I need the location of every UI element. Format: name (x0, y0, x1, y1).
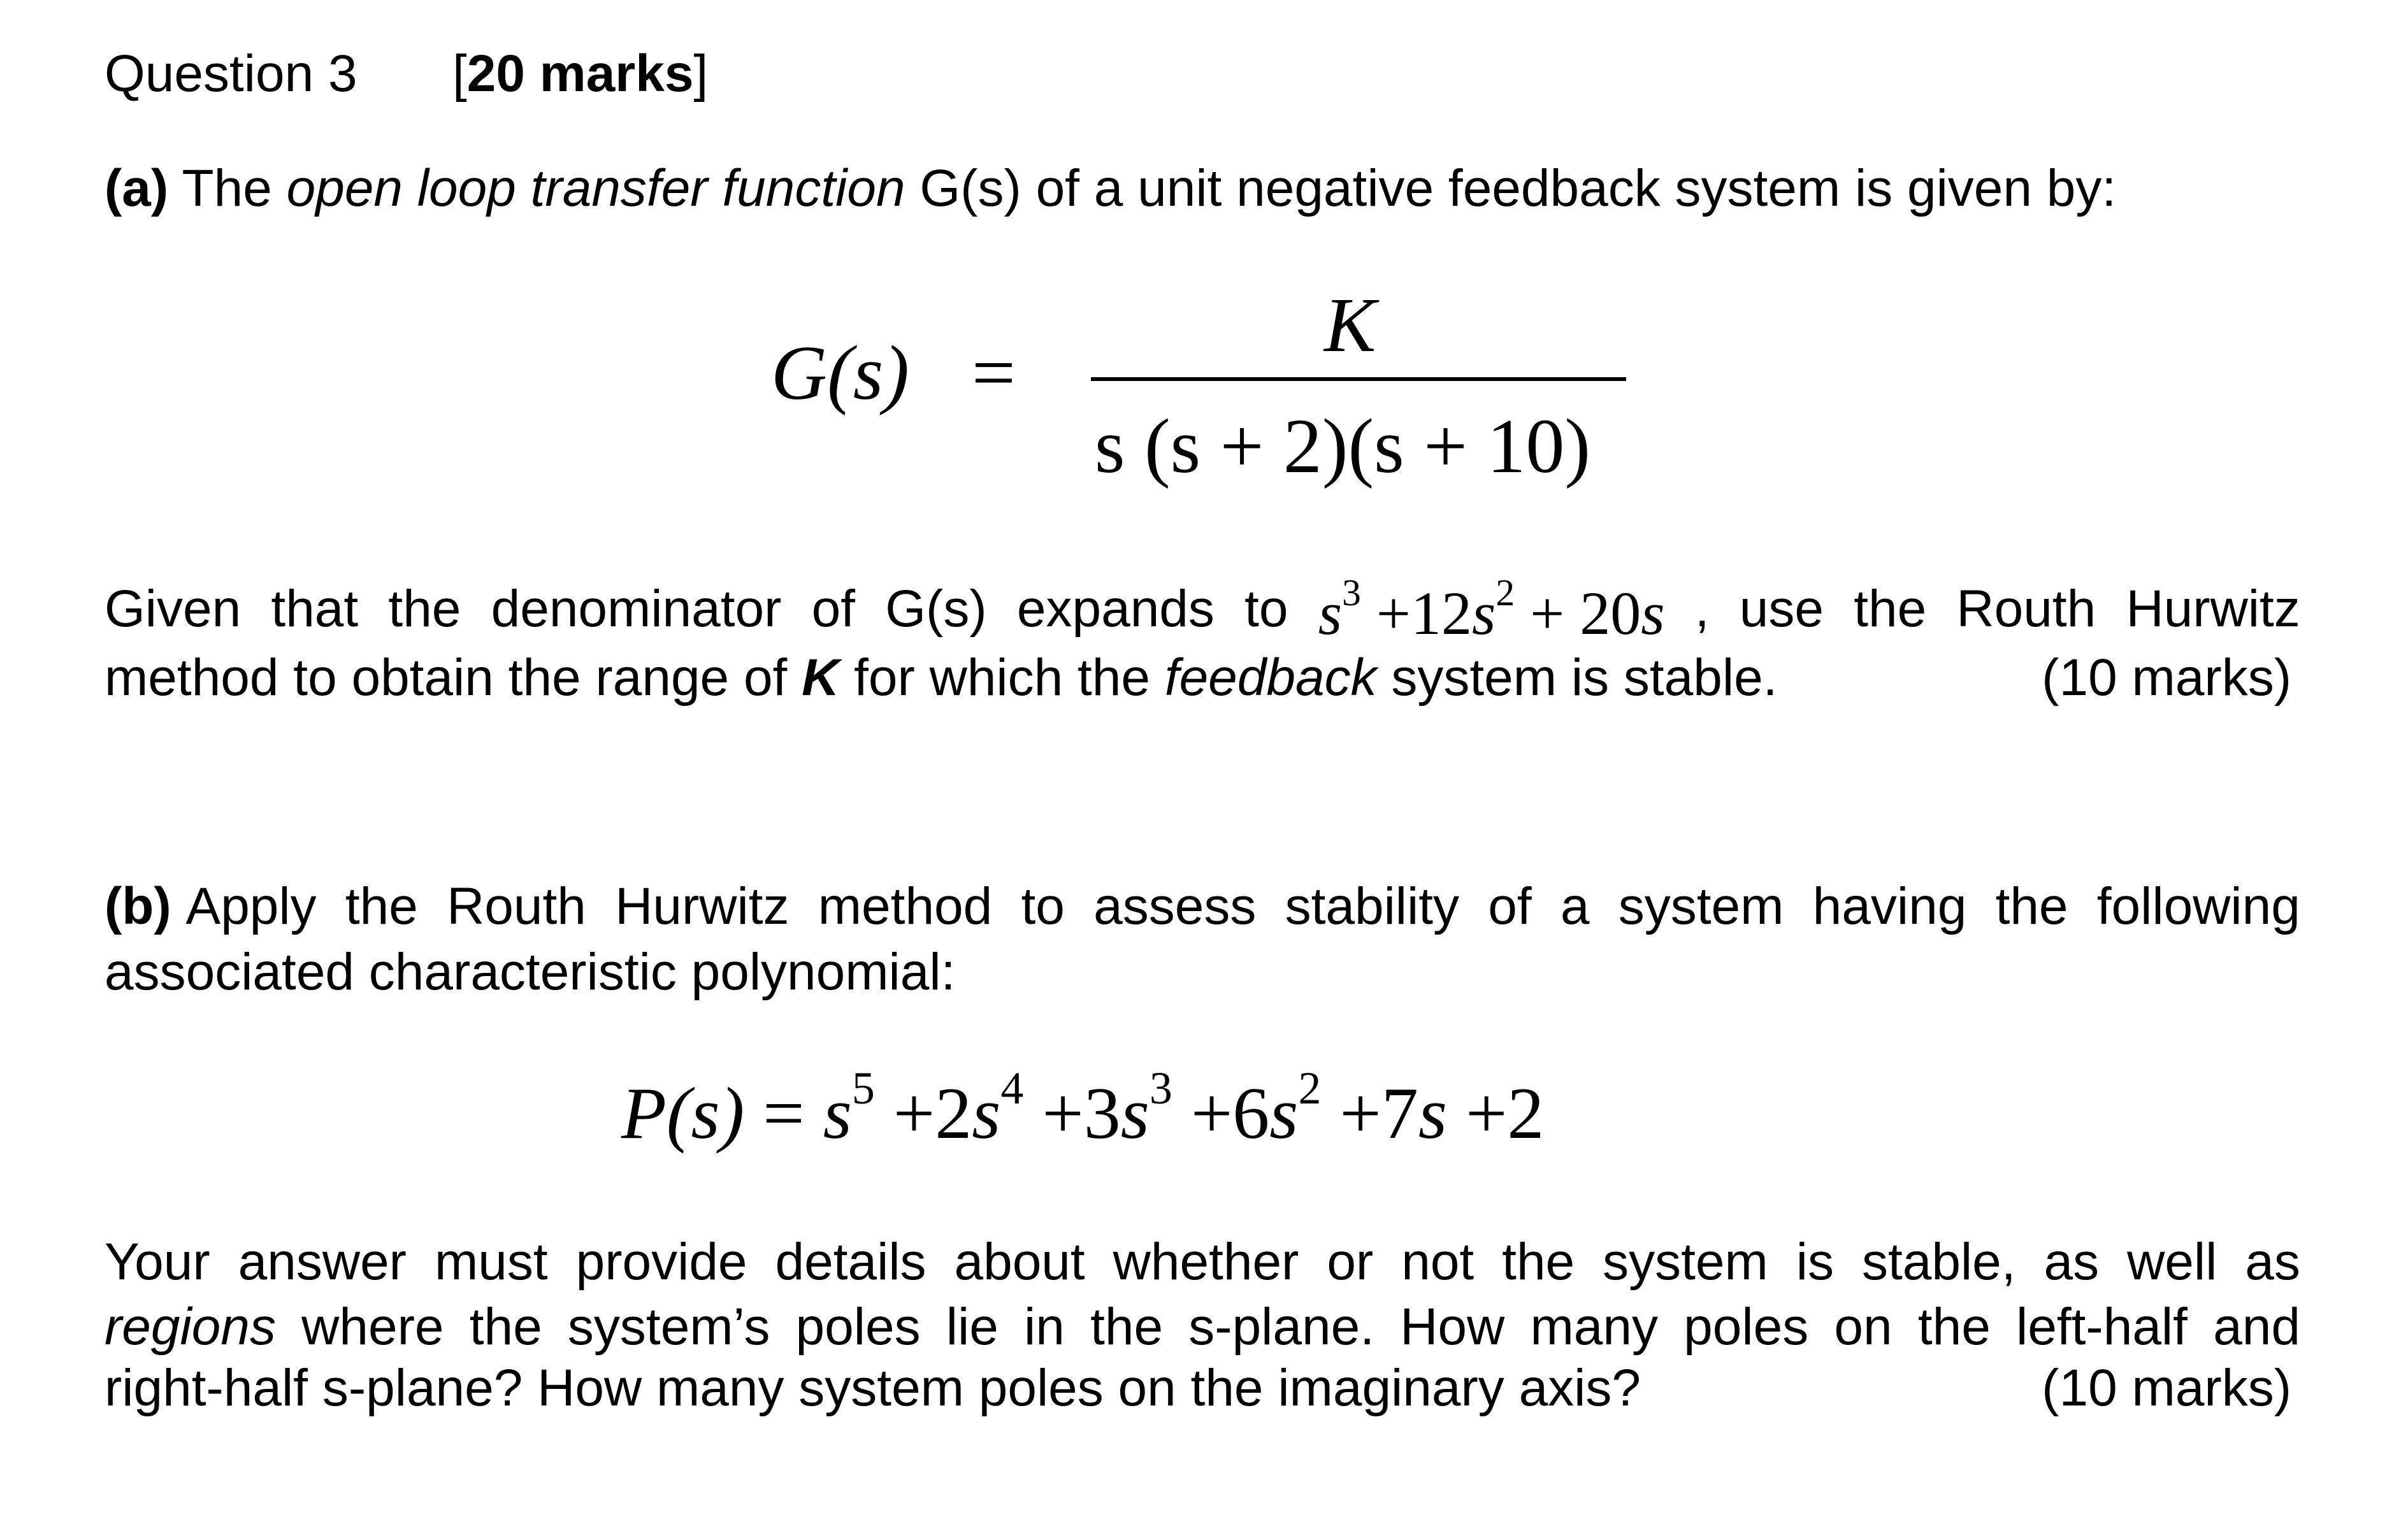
word: the (1995, 877, 2068, 935)
transfer-function-numerator: K (1324, 282, 1376, 368)
part-b-answer-question: right-half s-plane? How many system poles on the imaginary axis? (105, 1359, 1641, 1417)
transfer-function-lhs: G(s) (771, 330, 909, 416)
transfer-function-equals: = (972, 330, 1016, 416)
part-b-answer-line-2 (105, 1298, 2300, 1356)
word: as (2044, 1233, 2100, 1291)
poly-term: $2s^4$ + (935, 1063, 1084, 1154)
word: Your (105, 1233, 210, 1291)
word: the (1090, 1298, 1164, 1356)
part-a-marks: (10 marks) (2042, 649, 2291, 707)
poly-term: $3s^3$ + (1083, 1063, 1233, 1154)
part-a-label: (a) (105, 159, 169, 217)
part-b-answer-line-1 (105, 1233, 2300, 1291)
word: many (1530, 1298, 1658, 1356)
word: system (1603, 1233, 1768, 1291)
gain-symbol: K (802, 649, 840, 707)
word: about (954, 1233, 1085, 1291)
word: How (1400, 1298, 1505, 1356)
word: having (1812, 877, 1967, 935)
word: the (1854, 580, 1927, 638)
part-a-intro-text-1: The (168, 159, 287, 217)
word: details (775, 1233, 926, 1291)
question-total-marks (452, 45, 709, 103)
part-a-given-line-1 (105, 571, 2300, 647)
word: where (301, 1298, 444, 1356)
word: to (1244, 580, 1288, 638)
word: G(s) (885, 580, 987, 638)
word: stable, (1861, 1233, 2016, 1291)
transfer-function-denominator: s (s + 2)(s + 10) (1095, 403, 1591, 489)
part-b-label: (b) (105, 877, 171, 935)
marks-value: 20 marks (466, 45, 694, 103)
word: left-half (2016, 1298, 2188, 1356)
word: well (2127, 1233, 2217, 1291)
word: expands (1016, 580, 1215, 638)
word: answer (238, 1233, 407, 1291)
part-a-intro-italic: open loop transfer function (286, 159, 905, 217)
word: system’s (567, 1298, 770, 1356)
part-b-answer-line-3 (105, 1359, 2291, 1417)
word: use (1739, 580, 1824, 638)
word: that (271, 580, 359, 638)
part-b-first: (b) Apply (105, 877, 317, 935)
part-a-intro (105, 159, 2117, 217)
word: not (1401, 1233, 1474, 1291)
word-italic: regions (105, 1298, 276, 1356)
word: the (1502, 1233, 1575, 1291)
word: Given (105, 580, 242, 638)
word: a (1560, 877, 1590, 935)
characteristic-polynomial: $P(s) = s^5 +2s^4 +3s^3 +6s^2 +7s +2$ (621, 1063, 1545, 1154)
part-b-marks: (10 marks) (2042, 1359, 2291, 1417)
word: Hurwitz (615, 877, 789, 935)
word: the (1917, 1298, 1991, 1356)
word: method (818, 877, 993, 935)
word: provide (575, 1233, 747, 1291)
word: whether (1113, 1233, 1299, 1291)
word: following (2096, 877, 2300, 935)
marks-close-bracket: ] (693, 45, 709, 103)
part-a-given-line-2 (105, 649, 2291, 707)
polynomial-lhs: P(s) (621, 1073, 745, 1154)
word: Hurwitz (2126, 580, 2300, 638)
word: and (2213, 1298, 2300, 1356)
word: stability (1285, 877, 1460, 935)
expanded-denominator: s3 +12s2 + 20s (1318, 571, 1665, 647)
word: must (434, 1233, 548, 1291)
marks-open-bracket: [ (452, 45, 467, 103)
poly-term: 7s + (1381, 1073, 1508, 1154)
word: denominator (491, 580, 782, 638)
word: the (388, 580, 461, 638)
part-a-intro-text-2: G(s) of a unit negative feedback system is given by: (905, 159, 2117, 217)
word: is (1796, 1233, 1834, 1291)
word: of (1488, 877, 1532, 935)
word: of (811, 580, 856, 638)
poly-term: $6s^2$ + (1232, 1063, 1381, 1154)
word: or (1327, 1233, 1374, 1291)
part-a-task: method to obtain the range of K for which the feedback system is stable. (105, 649, 1778, 707)
word: , (1694, 580, 1710, 638)
word: to (1021, 877, 1065, 935)
word: Routh (1956, 580, 2096, 638)
poly-term: $s^5$ + (823, 1063, 935, 1154)
poly-term: 2 (1507, 1073, 1545, 1154)
word: poles (1683, 1298, 1809, 1356)
fraction-bar (1091, 377, 1626, 381)
word: the (469, 1298, 542, 1356)
part-b-intro-line-1 (105, 877, 2300, 935)
part-b-intro-line-2: associated characteristic polynomial: (105, 943, 956, 1001)
question-title: Question 3 (105, 45, 357, 103)
word: Routh (447, 877, 586, 935)
word: s-plane. (1188, 1298, 1374, 1356)
word: lie (946, 1298, 999, 1356)
word: on (1834, 1298, 1893, 1356)
word: assess (1093, 877, 1257, 935)
word: the (345, 877, 418, 935)
word: system (1618, 877, 1784, 935)
word: as (2245, 1233, 2300, 1291)
word: in (1024, 1298, 1065, 1356)
word: poles (795, 1298, 921, 1356)
